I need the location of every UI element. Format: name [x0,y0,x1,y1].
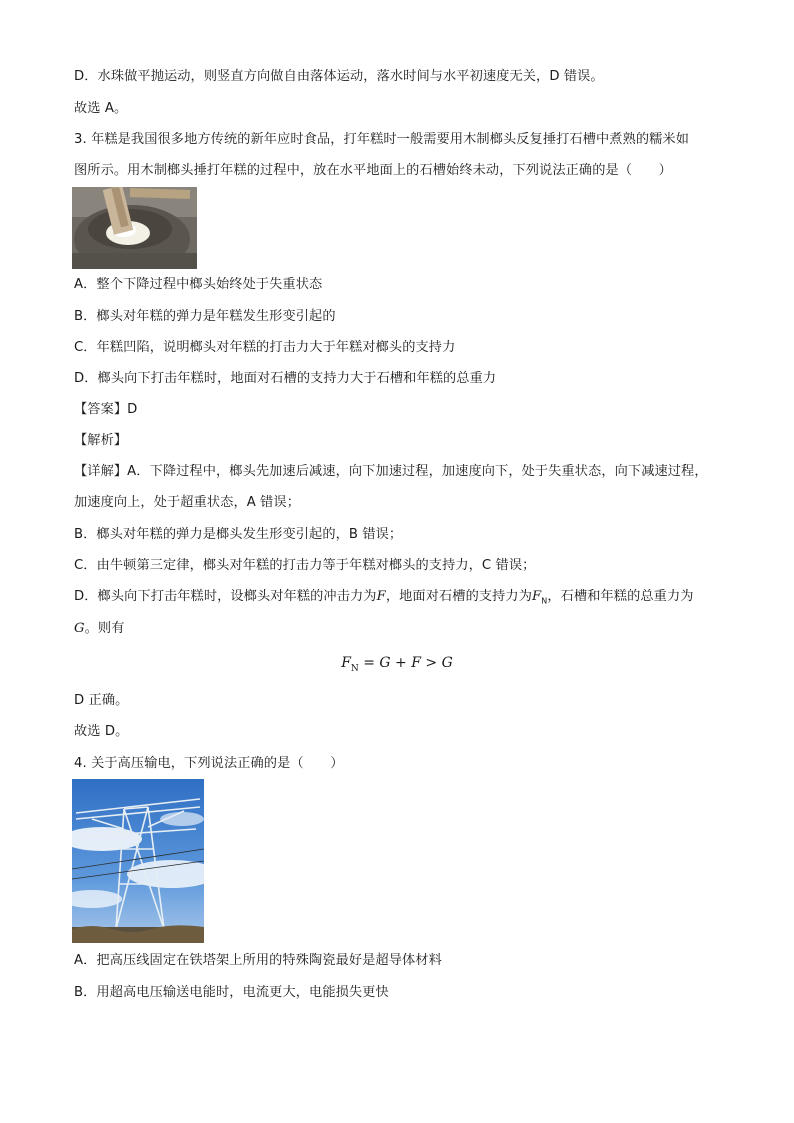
text-line: 故选 D。 [74,724,129,739]
explanation-line: D．榔头向下打击年糕时，设榔头对年糕的冲击力为F，地面对石槽的支持力为$F_N$，石槽和年糕的总重力为 [74,589,694,606]
answer-label: 【答案】D [74,402,138,417]
explanation-line: G。则有 [74,621,125,636]
equation: $F_N = G + F > G$ [341,655,453,674]
power-tower-photo [72,779,204,943]
question-3-stem-cont: 图所示。用木制榔头捶打年糕的过程中，放在水平地面上的石槽始终未动，下列说法正确的是（ ） [74,163,672,178]
option-a: A．把高压线固定在铁塔架上所用的特殊陶瓷最好是超导体材料 [74,953,442,968]
question-4-stem: 4. 关于高压输电，下列说法正确的是（ ） [74,756,344,771]
option-c: C．年糕凹陷，说明榔头对年糕的打击力大于年糕对榔头的支持力 [74,340,456,355]
explanation-line: 加速度向上，处于超重状态，A 错误； [74,495,301,510]
text-line: 故选 A。 [74,101,128,116]
explanation-line: B．榔头对年糕的弹力是榔头发生形变引起的，B 错误； [74,527,403,542]
symbol-fn: F [532,589,542,604]
explanation-line: C．由牛顿第三定律，榔头对年糕的打击力等于年糕对榔头的支持力，C 错误； [74,558,536,573]
text-line: D 正确。 [74,693,129,708]
analysis-label: 【解析】 [74,433,128,448]
option-d: D．榔头向下打击年糕时，地面对石槽的支持力大于石槽和年糕的总重力 [74,371,497,386]
question-3-stem: 3. 年糕是我国很多地方传统的新年应时食品，打年糕时一般需要用木制榔头反复捶打石槽中煮熟的糯米如 [74,132,690,147]
option-a: A．整个下降过程中榔头始终处于失重状态 [74,277,323,292]
symbol-f: F [376,589,386,604]
text-line: D．水珠做平抛运动，则竖直方向做自由落体运动，落水时间与水平初速度无关，D 错误。 [74,69,604,84]
option-b: B．榔头对年糕的弹力是年糕发生形变引起的 [74,309,336,324]
symbol-g: G [74,621,85,636]
explanation-line: 【详解】A．下降过程中，榔头先加速后减速，向下加速过程，加速度向下，处于失重状态，向下减速过程， [74,464,708,479]
option-b: B．用超高电压输送电能时，电流更大，电能损失更快 [74,985,389,1000]
rice-cake-mortar-photo [72,187,197,269]
